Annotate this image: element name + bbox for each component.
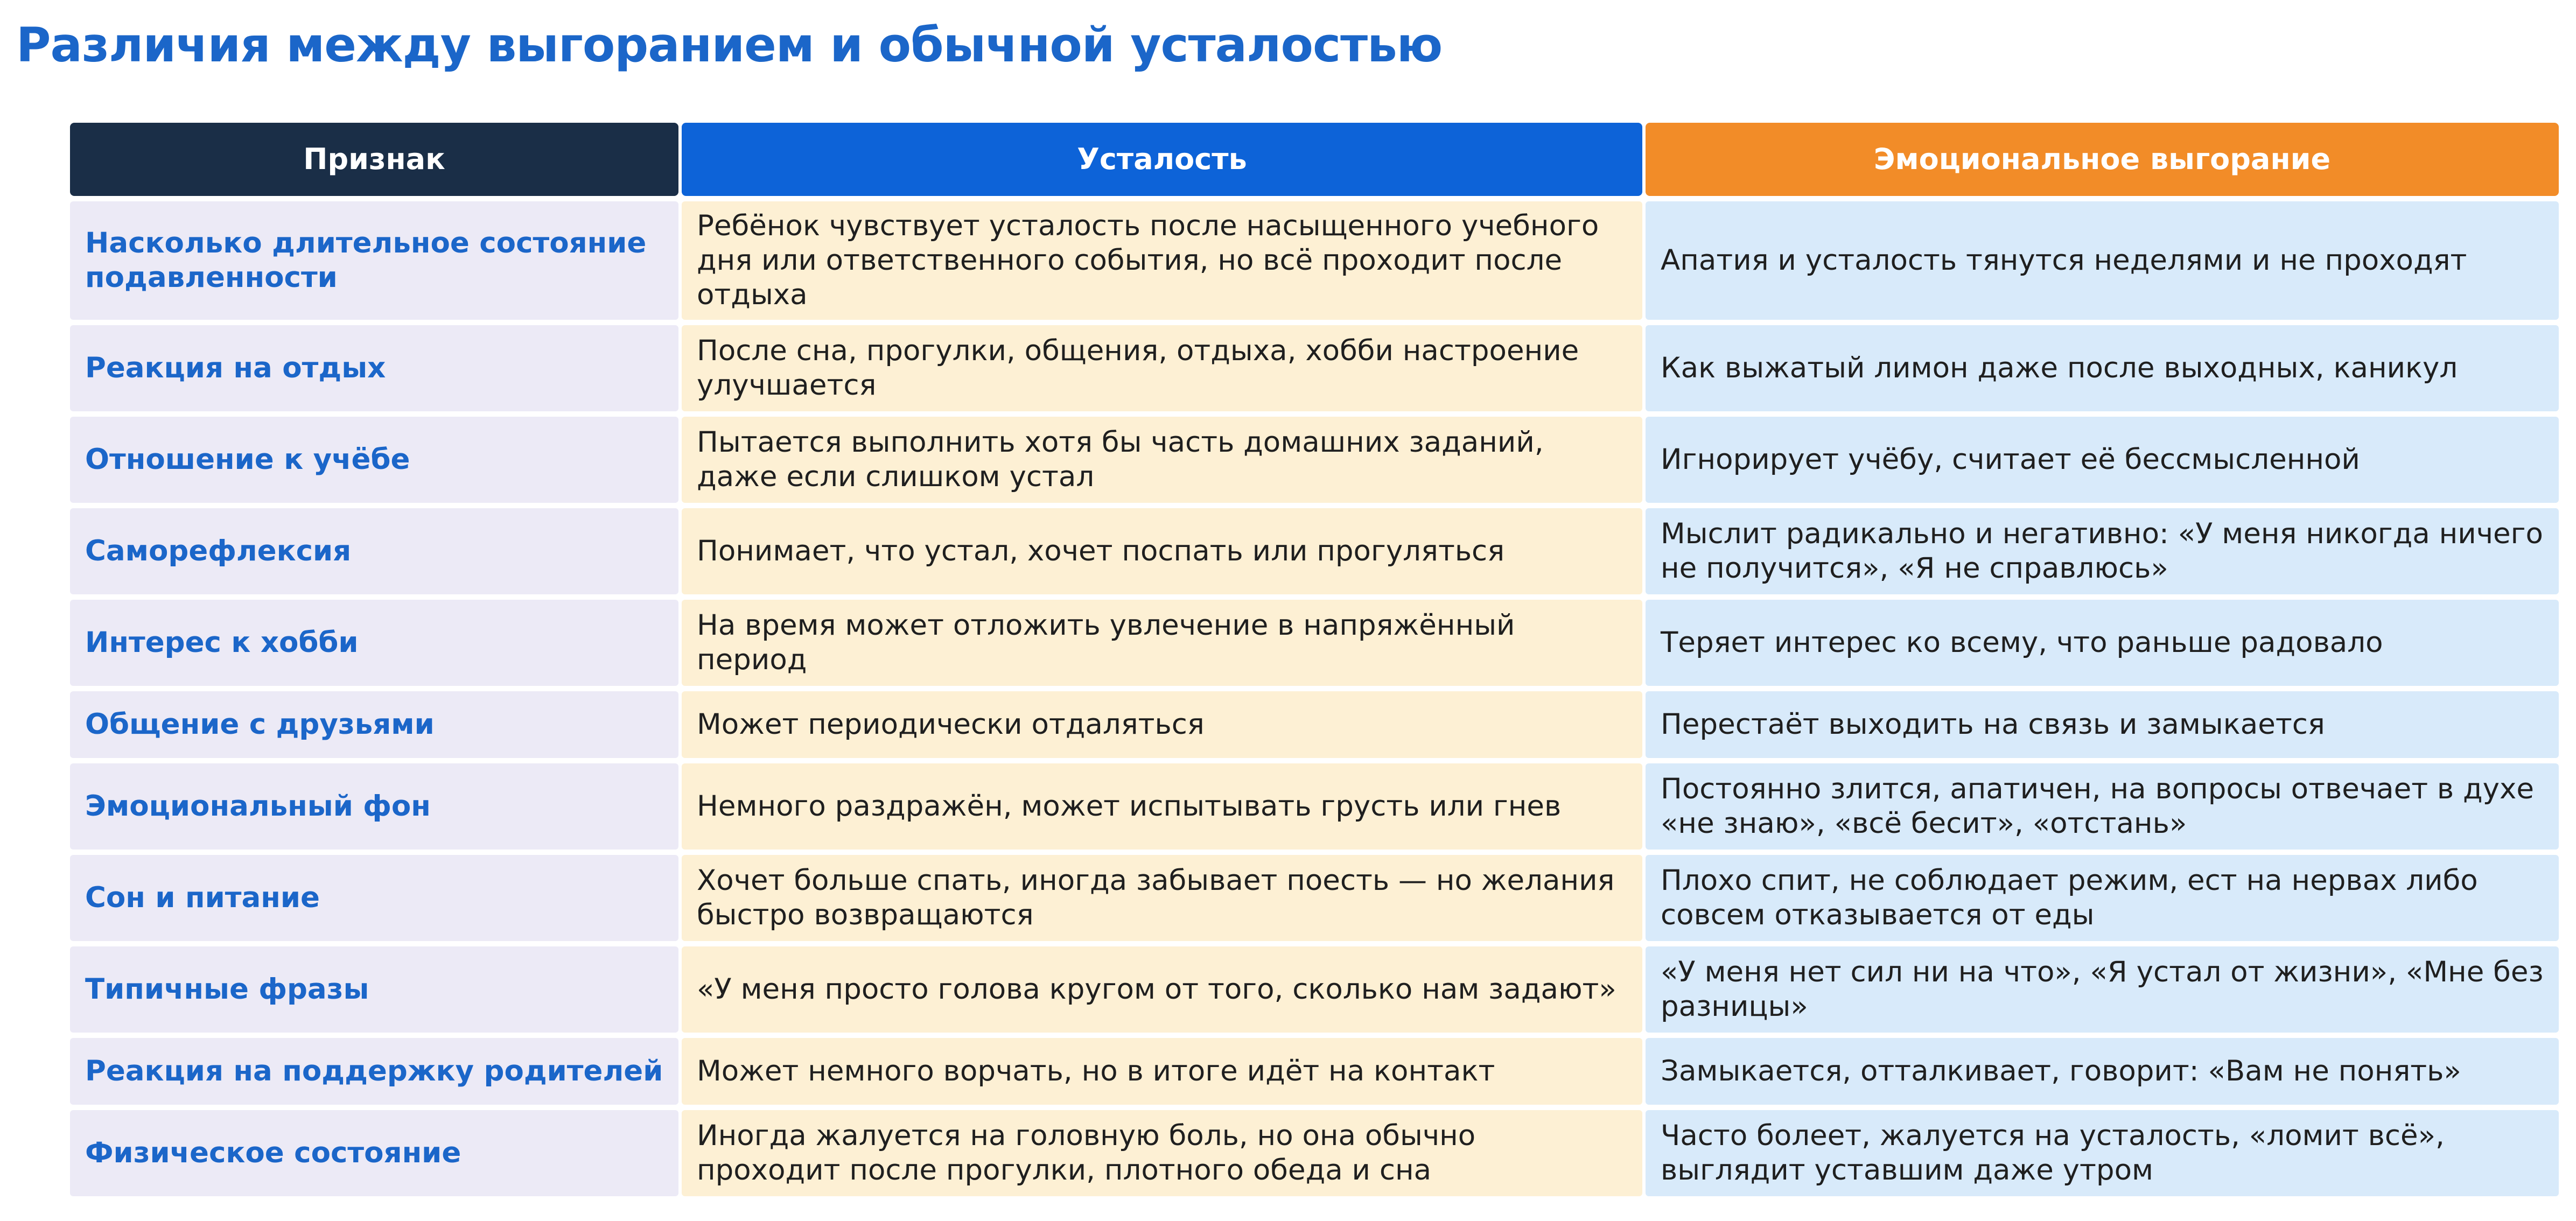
- row-fatigue-cell: Иногда жалуется на головную боль, но она обычно проходит после прогулки, плотного обеда и сна: [682, 1110, 1642, 1196]
- row-sign-cell: Насколько длительное состояние подавленности: [70, 201, 678, 320]
- row-fatigue-cell: Пытается выполнить хотя бы часть домашних заданий, даже если слишком устал: [682, 417, 1642, 503]
- row-fatigue-cell: Может немного ворчать, но в итоге идёт на контакт: [682, 1038, 1642, 1105]
- row-fatigue-cell: Немного раздражён, может испытывать грусть или гнев: [682, 763, 1642, 850]
- row-fatigue-cell: Может периодически отдаляться: [682, 691, 1642, 758]
- row-burnout-cell: Игнорирует учёбу, считает её бессмысленной: [1646, 417, 2559, 503]
- row-burnout-cell: Замыкается, отталкивает, говорит: «Вам не понять»: [1646, 1038, 2559, 1105]
- row-sign-cell: Отношение к учёбе: [70, 417, 678, 503]
- comparison-table: [70, 123, 2559, 1196]
- row-sign-cell: Физическое состояние: [70, 1110, 678, 1196]
- header-fatigue: Усталость: [682, 123, 1642, 196]
- row-sign-cell: Реакция на поддержку родителей: [70, 1038, 678, 1105]
- row-burnout-cell: Постоянно злится, апатичен, на вопросы отвечает в духе «не знаю», «всё бесит», «отстань»: [1646, 763, 2559, 850]
- row-fatigue-cell: После сна, прогулки, общения, отдыха, хобби настроение улучшается: [682, 325, 1642, 411]
- row-burnout-cell: Теряет интерес ко всему, что раньше радовало: [1646, 600, 2559, 686]
- row-sign-cell: Типичные фразы: [70, 946, 678, 1033]
- row-fatigue-cell: На время может отложить увлечение в напряжённый период: [682, 600, 1642, 686]
- row-sign-cell: Саморефлексия: [70, 508, 678, 594]
- row-sign-cell: Сон и питание: [70, 855, 678, 941]
- row-sign-cell: Реакция на отдых: [70, 325, 678, 411]
- row-burnout-cell: Как выжатый лимон даже после выходных, каникул: [1646, 325, 2559, 411]
- row-burnout-cell: Мыслит радикально и негативно: «У меня никогда ничего не получится», «Я не справлюсь»: [1646, 508, 2559, 594]
- row-burnout-cell: Плохо спит, не соблюдает режим, ест на нервах либо совсем отказывается от еды: [1646, 855, 2559, 941]
- row-sign-cell: Эмоциональный фон: [70, 763, 678, 850]
- row-sign-cell: Общение с друзьями: [70, 691, 678, 758]
- row-fatigue-cell: Ребёнок чувствует усталость после насыщенного учебного дня или ответственного события, но всё проходит после отдыха: [682, 201, 1642, 320]
- row-sign-cell: Интерес к хобби: [70, 600, 678, 686]
- row-burnout-cell: Часто болеет, жалуется на усталость, «ломит всё», выглядит уставшим даже утром: [1646, 1110, 2559, 1196]
- page-title: Различия между выгоранием и обычной усталостью: [16, 17, 1443, 73]
- row-burnout-cell: Перестаёт выходить на связь и замыкается: [1646, 691, 2559, 758]
- row-burnout-cell: Апатия и усталость тянутся неделями и не проходят: [1646, 201, 2559, 320]
- row-fatigue-cell: «У меня просто голова кругом от того, сколько нам задают»: [682, 946, 1642, 1033]
- row-fatigue-cell: Хочет больше спать, иногда забывает поесть — но желания быстро возвращаются: [682, 855, 1642, 941]
- row-fatigue-cell: Понимает, что устал, хочет поспать или прогуляться: [682, 508, 1642, 594]
- header-burnout: Эмоциональное выгорание: [1646, 123, 2559, 196]
- header-sign: Признак: [70, 123, 678, 196]
- row-burnout-cell: «У меня нет сил ни на что», «Я устал от жизни», «Мне без разницы»: [1646, 946, 2559, 1033]
